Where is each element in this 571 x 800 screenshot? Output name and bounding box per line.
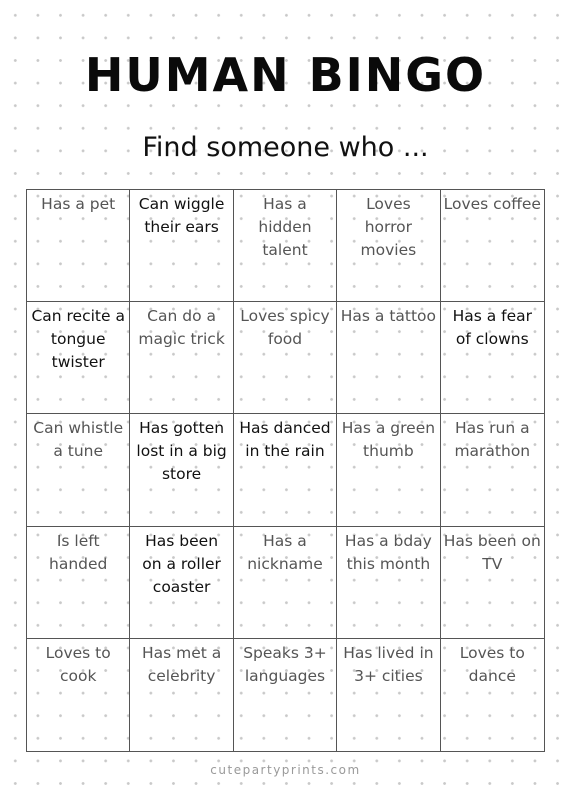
bingo-cell[interactable]: Has been on a roller coaster	[130, 527, 233, 639]
bingo-cell[interactable]: Has a tattoo	[337, 302, 440, 414]
page-title: HUMAN BINGO	[84, 48, 487, 102]
footer-website: cutepartyprints.com	[210, 763, 361, 777]
bingo-cell[interactable]: Has been on TV	[441, 527, 544, 639]
bingo-cell[interactable]: Speaks 3+ languages	[234, 639, 337, 751]
bingo-cell[interactable]: Has danced in the rain	[234, 414, 337, 526]
bingo-cell[interactable]: Has a fear of clowns	[441, 302, 544, 414]
bingo-cell[interactable]: Has a nickname	[234, 527, 337, 639]
bingo-cell[interactable]: Loves horror movies	[337, 190, 440, 302]
bingo-cell[interactable]: Has a hidden talent	[234, 190, 337, 302]
page-subtitle: Find someone who ...	[142, 132, 429, 163]
bingo-cell[interactable]: Loves spicy food	[234, 302, 337, 414]
bingo-cell[interactable]: Can wiggle their ears	[130, 190, 233, 302]
bingo-cell[interactable]: Has run a marathon	[441, 414, 544, 526]
bingo-cell[interactable]: Is left handed	[27, 527, 130, 639]
bingo-cell[interactable]: Has a bday this month	[337, 527, 440, 639]
bingo-cell[interactable]: Can do a magic trick	[130, 302, 233, 414]
bingo-cell[interactable]: Can whistle a tune	[27, 414, 130, 526]
bingo-cell[interactable]: Loves to dance	[459, 643, 525, 685]
bingo-cell[interactable]: Can recite a tongue twister	[27, 302, 130, 414]
bingo-cell[interactable]: Loves to cook	[27, 639, 130, 751]
bingo-cell[interactable]: Has a green thumb	[337, 414, 440, 526]
bingo-grid	[26, 189, 545, 752]
bingo-cell[interactable]: Loves coffee	[441, 190, 544, 302]
bingo-cell[interactable]: Has lived in 3+ cities	[337, 639, 440, 751]
bingo-cell[interactable]: Has met a celebrity	[130, 639, 233, 751]
bingo-cell[interactable]: Has gotten lost in a big store	[130, 414, 233, 526]
bingo-cell[interactable]: Has a pet	[27, 190, 130, 302]
